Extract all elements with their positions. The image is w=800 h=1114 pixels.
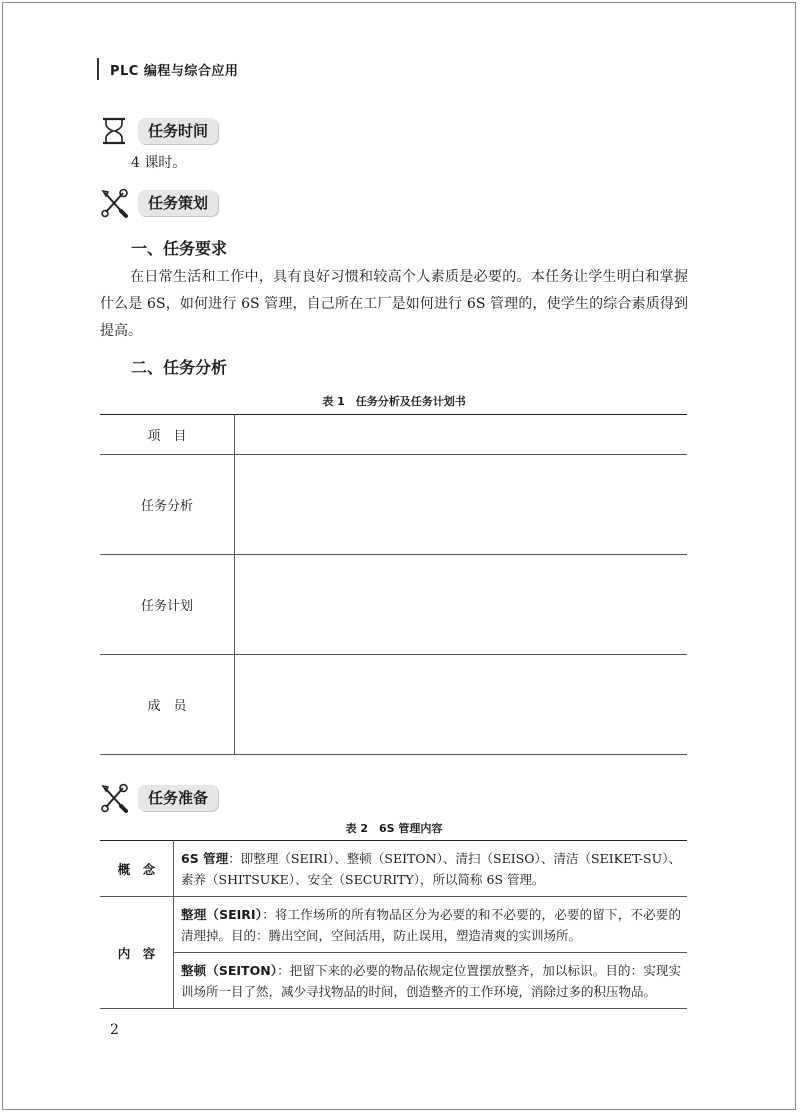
row-label: 概 念 <box>100 841 174 897</box>
row-label: 内 容 <box>100 897 174 1009</box>
item-body: ：把留下来的必要的物品依规定位置摆放整齐，加以标识。目的：实现实训场所一目了然，减少寻找物品的时间，创造整齐的工作环境，消除过多的积压物品。 <box>181 963 681 999</box>
requirements-paragraph: 在日常生活和工作中，具有良好习惯和较高个人素质是必要的。本任务让学生明白和掌握什么是 6S，如何进行 6S 管理，自己所在工厂是如何进行 6S 管理的，使学生的综合素质得到提高。 <box>100 269 688 339</box>
table-row <box>100 841 687 897</box>
section-label: 任务准备 <box>138 785 218 811</box>
task-plan-table <box>100 414 687 755</box>
item-term: 整理（SEIRI） <box>181 907 263 922</box>
table-row <box>100 897 687 953</box>
row-label: 任务分析 <box>100 455 235 555</box>
requirements-heading: 一、任务要求 <box>131 239 228 258</box>
row-value <box>235 455 688 555</box>
table-row <box>100 953 687 1009</box>
row-value <box>235 655 688 755</box>
task-time-content: 4 课时。 <box>131 155 187 171</box>
section-label: 任务策划 <box>138 190 218 216</box>
table-row <box>100 655 687 755</box>
row-label: 任务计划 <box>100 555 235 655</box>
row-label: 成 员 <box>100 655 235 755</box>
table-row <box>100 555 687 655</box>
table2-caption: 表 2 6S 管理内容 <box>345 822 443 835</box>
6s-content-table <box>100 840 687 1009</box>
item-body: ：将工作场所的所有物品区分为必要的和不必要的，必要的留下，不必要的清理掉。目的：腾出空间，空间活用，防止误用，塑造清爽的实训场所。 <box>181 907 681 943</box>
row-value <box>235 555 688 655</box>
analysis-heading: 二、任务分析 <box>131 358 228 377</box>
concept-term: 6S 管理 <box>181 851 229 866</box>
concept-body: ：即整理（SEIRI）、整顿（SEITON）、清扫（SEISO）、清洁（SEIKET-SU）、素养（SHITSUKE）、安全（SECURITY），所以简称 6S 管理。 <box>181 851 681 887</box>
concept-text <box>174 841 688 897</box>
running-header: PLC 编程与综合应用 <box>110 64 239 79</box>
row-label: 项 目 <box>100 415 235 455</box>
row-value <box>235 415 688 455</box>
content-item <box>174 953 688 1009</box>
tools-icon <box>100 783 128 813</box>
content-item <box>174 897 688 953</box>
table-row <box>100 415 687 455</box>
tools-icon <box>100 188 128 218</box>
page-number: 2 <box>110 1022 119 1038</box>
item-term: 整顿（SEITON） <box>181 963 278 978</box>
header-rule <box>97 58 99 80</box>
section-label: 任务时间 <box>138 118 218 144</box>
table1-caption: 表 1 任务分析及任务计划书 <box>322 395 466 408</box>
table-row <box>100 455 687 555</box>
hourglass-icon <box>100 116 128 146</box>
